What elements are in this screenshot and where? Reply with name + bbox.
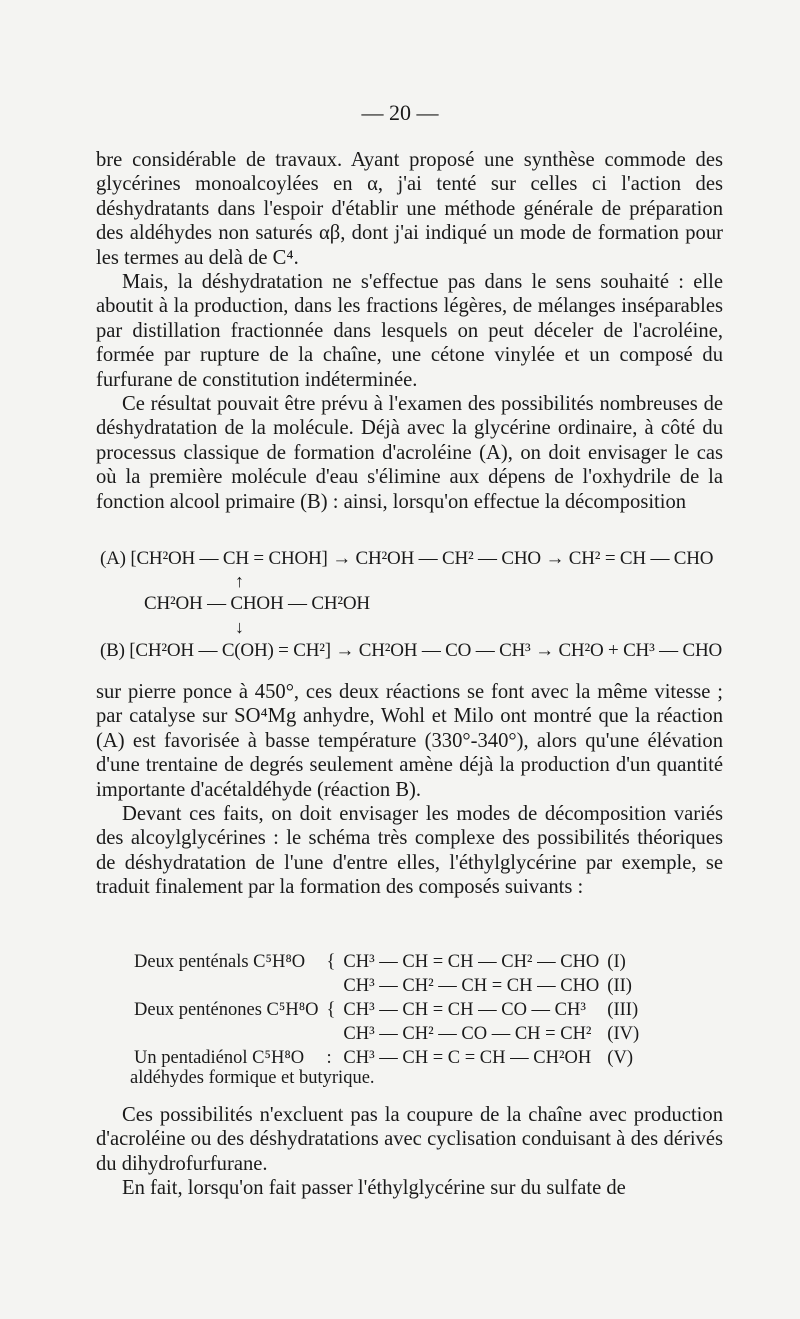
compound-number: (III) [607,999,639,1020]
text-block-top [96,148,723,514]
compound-row [130,1022,643,1046]
compound-label: Un pentadiénol C⁵H⁸O [134,1047,305,1068]
compound-brace: { [326,999,336,1020]
page-number: — 20 — [361,100,439,125]
reaction-line-a: (A) [CH²OH — CH = CHOH] → CH²OH — CH² — CHO → CH² = CH — CHO [100,548,714,569]
compounds-table [130,950,643,1070]
compound-brace: : [326,1047,332,1068]
paragraph: Ces possibilités n'excluent pas la coupure de la chaîne avec production d'acroléine ou des déshydratations avec cyclisation conduisant à des dérivés du dihydrofurfurane. [96,1104,723,1175]
compound-row [130,950,643,974]
compound-number: (II) [607,975,632,996]
aldehydes-line: aldéhydes formique et butyrique. [130,1068,375,1088]
arrow-up-icon: ↑ [235,571,244,591]
compound-formula: CH³ — CH = CH — CH² — CHO [343,951,600,972]
compound-formula: CH³ — CH² — CO — CH = CH² [343,1023,592,1044]
compound-label [130,974,323,998]
compound-row [130,974,643,998]
compound-brace [323,974,340,998]
reaction-middle: CH²OH — CHOH — CH²OH [144,593,370,614]
compound-brace [323,1022,340,1046]
paragraph: Mais, la déshydratation ne s'effectue pas dans le sens souhaité : elle aboutit à la production, dans les fractions légères, de mélanges inséparables par distillation fractionnée dans lesquels on peut déceler de l'acroléine, formée par rupture de la chaîne, une cétone vinylée et un composé du furfurane de constitution indéterminée. [96,271,723,391]
arrow-down-icon: ↓ [235,617,244,637]
compound-number: (IV) [607,1023,640,1044]
compound-formula: CH³ — CH² — CH = CH — CHO [343,975,600,996]
compound-row [130,1046,643,1070]
compound-number: (V) [607,1047,633,1068]
compound-formula: CH³ — CH = C = CH — CH²OH [343,1047,592,1068]
text-block-bottom [96,1103,723,1201]
reaction-line-b: (B) [CH²OH — C(OH) = CH²] → CH²OH — CO — CH³ → CH²O + CH³ — CHO [100,640,722,661]
compound-label [130,1022,323,1046]
paragraph: En fait, lorsqu'on fait passer l'éthylglycérine sur du sulfate de [122,1177,626,1200]
text-block-mid [96,680,723,900]
compound-label: Deux penténals C⁵H⁸O [134,951,306,972]
compound-number: (I) [607,951,626,972]
paragraph: Devant ces faits, on doit envisager les modes de décomposition variés des alcoylglycérines : le schéma très complexe des possibilités théoriques de déshydratation de l'une d'entre elles, l'éthylglycérine par exemple, se traduit finalement par la formation des composés suivants : [96,803,723,899]
paragraph: bre considérable de travaux. Ayant proposé une synthèse commode des glycérines monoalcoylées en α, j'ai tenté sur celles ci l'action des déshydratants dans l'espoir d'établir une méthode générale de préparation des aldéhydes non saturés αβ, dont j'ai indiqué un mode de formation pour les termes au delà de C⁴. [96,149,723,269]
compound-brace: { [326,951,336,972]
compound-formula: CH³ — CH = CH — CO — CH³ [343,999,586,1020]
paragraph: Ce résultat pouvait être prévu à l'examen des possibilités nombreuses de déshydratation de la molécule. Déjà avec la glycérine ordinaire, à côté du processus classique de formation d'acroléine (A), on doit envisager le cas où la première molécule d'eau s'élimine aux dépens de l'oxhydrile de la fonction alcool primaire (B) : ainsi, lorsqu'on effectue la décomposition [96,393,723,513]
compound-row [130,998,643,1022]
compound-label: Deux penténones C⁵H⁸O [134,999,319,1020]
paragraph: sur pierre ponce à 450°, ces deux réactions se font avec la même vitesse ; par catalyse sur SO⁴Mg anhydre, Wohl et Milo ont montré que la réaction (A) est favorisée à basse température (330°-340°), alors qu'une élévation d'une trentaine de degrés seulement amène déjà la production d'un quantité importante d'acétaldéhyde (réaction B). [96,681,723,801]
